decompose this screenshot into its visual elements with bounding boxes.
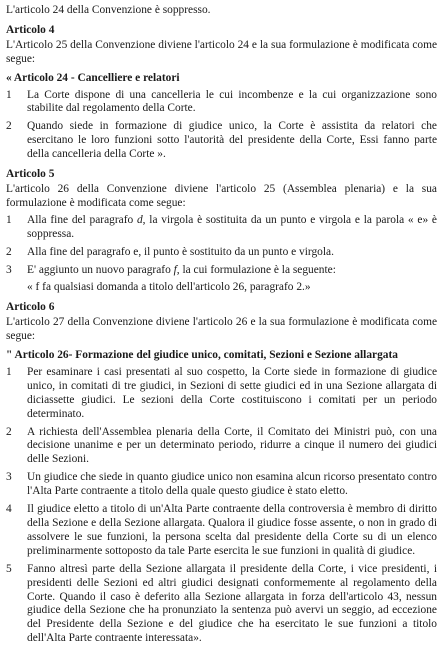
list-item (6, 120, 437, 162)
list-item (6, 264, 437, 278)
item-text: La Corte dispone di una cancelleria le cui incombenze e la cui organizzazione sono stabilite dal regolamento della Corte. (27, 88, 437, 115)
article-6-text: L'articolo 27 della Convenzione diviene l'articolo 26 e la sua formulazione è modificata come segue: (6, 316, 437, 343)
article-5-list (6, 214, 437, 278)
item-text: A richiesta dell'Assemblea plenaria della Corte, il Comitato dei Ministri può, con una decisione unanime e per un determinato periodo, ridurre a cinque il numero dei giudici delle Sezioni. (27, 425, 437, 466)
list-item (6, 89, 437, 117)
list-item (6, 246, 437, 260)
item-number: 2 (6, 425, 12, 438)
list-item (6, 471, 437, 499)
intro-paragraph: L'articolo 24 della Convenzione è soppresso. (6, 4, 211, 16)
item-number: 2 (6, 120, 12, 133)
article-4-heading: Articolo 4 (6, 23, 55, 36)
item-text: Un giudice che siede in quanto giudice unico non esamina alcun ricorso presentato contro l'Alta Parte contraente a titolo della quale questo giudice è stato eletto. (27, 471, 437, 498)
item-text: E' aggiunto un nuovo paragrafo f, la cui formulazione è la seguente: (27, 263, 336, 276)
item-number: 1 (6, 213, 12, 226)
list-item (6, 503, 437, 559)
list-item (6, 214, 437, 242)
article-5-quote: « f fa qualsiasi domanda a titolo dell'articolo 26, paragrafo 2.» (27, 281, 311, 294)
article-4-text: L'Articolo 25 della Convenzione diviene l'articolo 24 e la sua formulazione è modificata come segue: (6, 38, 437, 65)
article-5-text: L'articolo 26 della Convenzione diviene l'articolo 25 (Assemblea plenaria) e la sua formulazione è modificata come segue: (6, 182, 437, 209)
item-text: Fanno altresì parte della Sezione allargata il presidente della Corte, i vice presidenti, i presidenti delle Sezioni ed altri giudici designati conformemente al regolamento della Corte. Quando il caso è deferito alla Sezione allargata in forza dell'articolo 43, nessun giudice della Sezione che ha pronunziato la sentenza può avervi un seggio, ad eccezione del Presidente della Sezione e del giudice che ha esercitato le sue funzioni a titolo dell'Alta Parte contraente interessata». (27, 562, 437, 645)
item-text: Quando siede in formazione di giudice unico, la Corte è assistita da relatori che esercitano le loro funzioni sotto l'autorità del presidente della Corte, Essi fanno parte della cancelleria della Corte ». (27, 120, 437, 161)
item-number: 4 (6, 503, 12, 516)
item-text: Per esaminare i casi presentati al suo cospetto, la Corte siede in formazione di giudice unico, in comitati di tre giudici, in Sezioni di sette giudici ed in una Sezione allargata di diciassette giudici. Le sezioni della Corte costituiscono i comitati per un periodo determinato. (27, 365, 437, 420)
item-number: 3 (6, 471, 12, 484)
article-6-list (6, 366, 437, 646)
article-4-list (6, 89, 437, 163)
article-6-heading: Articolo 6 (6, 301, 55, 314)
item-text: Il giudice eletto a titolo di un'Alta Parte contraente della controversia è membro di diritto della Sezione e della Sezione allargata. Qualora il giudice fosse assente, o non in grado di assolvere le sue funzioni, la persona scelta dal presidente della Corte su di un elenco preliminarmente sottoposto da tale Parte esercita le sue funzioni in qualità di giudice. (27, 503, 437, 557)
list-item (6, 366, 437, 422)
list-item (6, 563, 437, 646)
item-number: 3 (6, 263, 12, 276)
article-26-title: " Articolo 26- Formazione del giudice unico, comitati, Sezioni e Sezione allargata (6, 349, 398, 362)
article-24-title: « Articolo 24 - Cancelliere e relatori (6, 71, 180, 84)
item-number: 1 (6, 365, 12, 378)
article-5-heading: Articolo 5 (6, 168, 55, 181)
item-text: Alla fine del paragrafo e, il punto è sostituito da un punto e virgola. (27, 245, 334, 258)
item-number: 1 (6, 88, 12, 101)
item-number: 2 (6, 245, 12, 258)
item-text: Alla fine del paragrafo d, la virgola è sostituita da un punto e virgola e la parola « e» è soppressa. (27, 213, 437, 240)
list-item (6, 426, 437, 468)
item-number: 5 (6, 562, 12, 575)
